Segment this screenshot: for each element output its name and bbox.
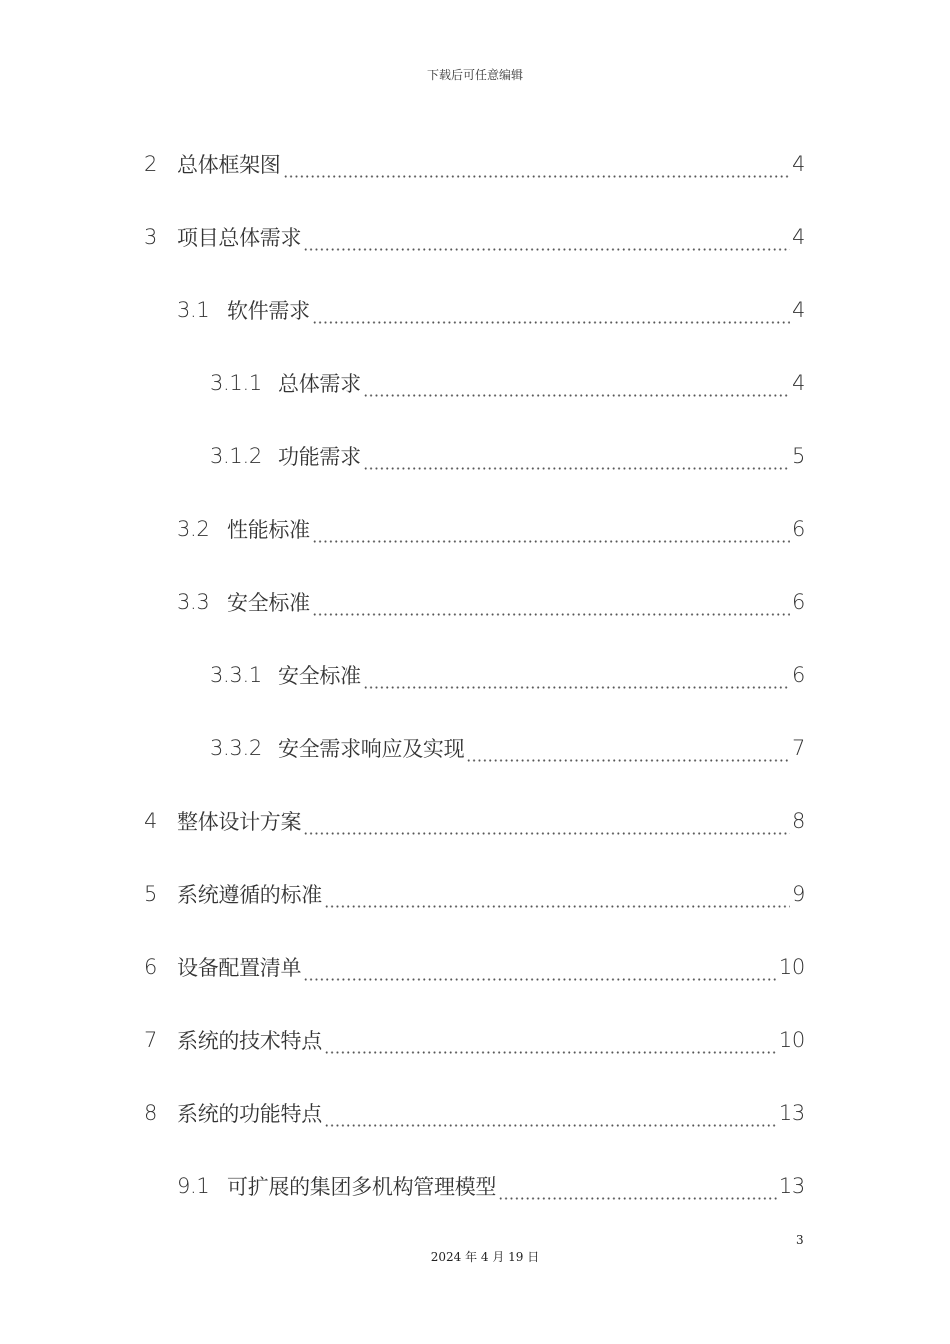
toc-entry-page: 10 xyxy=(778,1027,805,1052)
page-number: 3 xyxy=(796,1233,804,1247)
toc-entry-title: 软件需求 xyxy=(227,298,310,323)
toc-entry-number: 3.3.2 xyxy=(210,735,262,760)
toc-dot-leader xyxy=(303,814,790,835)
toc-entry-number: 3.3 xyxy=(177,589,210,614)
toc-entry-title: 系统的技术特点 xyxy=(177,1028,322,1053)
toc-dot-leader xyxy=(303,960,777,981)
toc-dot-leader xyxy=(303,230,790,251)
toc-entry-number: 4 xyxy=(144,808,158,833)
toc-dot-leader xyxy=(283,157,790,178)
toc-dot-leader xyxy=(498,1179,777,1200)
toc-entry-title: 安全需求响应及实现 xyxy=(278,736,465,761)
toc-dot-leader xyxy=(324,887,790,908)
toc-entry-title: 性能标准 xyxy=(227,517,310,542)
toc-entry-title: 整体设计方案 xyxy=(177,809,302,834)
toc-entry-number: 5 xyxy=(144,881,158,906)
toc-entry-title: 设备配置清单 xyxy=(177,955,302,980)
toc-dot-leader xyxy=(312,595,790,616)
table-of-contents xyxy=(0,127,950,1222)
toc-entry[interactable] xyxy=(0,273,950,346)
toc-entry-number: 3.1 xyxy=(177,297,210,322)
toc-dot-leader xyxy=(466,741,790,762)
toc-entry[interactable] xyxy=(0,711,950,784)
toc-entry-page: 5 xyxy=(791,443,805,468)
toc-entry-page: 13 xyxy=(778,1100,805,1125)
toc-dot-leader xyxy=(363,668,790,689)
toc-dot-leader xyxy=(363,376,790,397)
toc-entry-page: 4 xyxy=(791,297,805,322)
toc-entry[interactable] xyxy=(0,1076,950,1149)
toc-entry-number: 3 xyxy=(144,224,158,249)
toc-dot-leader xyxy=(312,303,790,324)
toc-entry[interactable] xyxy=(0,784,950,857)
toc-entry-page: 6 xyxy=(791,516,805,541)
toc-entry-title: 总体框架图 xyxy=(177,152,281,177)
toc-entry-page: 6 xyxy=(791,589,805,614)
toc-dot-leader xyxy=(363,449,790,470)
toc-entry-page: 4 xyxy=(791,151,805,176)
toc-entry-page: 13 xyxy=(778,1173,805,1198)
toc-entry[interactable] xyxy=(0,930,950,1003)
toc-entry-title: 可扩展的集团多机构管理模型 xyxy=(227,1174,497,1199)
toc-entry[interactable] xyxy=(0,1003,950,1076)
page-header: 下载后可任意编辑 xyxy=(426,68,523,82)
toc-entry-page: 4 xyxy=(791,224,805,249)
toc-entry-page: 10 xyxy=(778,954,805,979)
toc-entry-number: 7 xyxy=(144,1027,158,1052)
toc-entry[interactable] xyxy=(0,127,950,200)
toc-entry-number: 3.2 xyxy=(177,516,210,541)
toc-entry-title: 安全标准 xyxy=(278,663,361,688)
toc-entry-page: 4 xyxy=(791,370,805,395)
toc-entry[interactable] xyxy=(0,857,950,930)
toc-entry-title: 系统的功能特点 xyxy=(177,1101,322,1126)
toc-dot-leader xyxy=(324,1106,777,1127)
toc-dot-leader xyxy=(324,1033,777,1054)
toc-entry-title: 项目总体需求 xyxy=(177,225,302,250)
toc-entry[interactable] xyxy=(0,492,950,565)
toc-entry[interactable] xyxy=(0,346,950,419)
toc-entry[interactable] xyxy=(0,638,950,711)
toc-entry-number: 3.1.1 xyxy=(210,370,262,395)
footer-date: 2024 年 4 月 19 日 xyxy=(430,1250,540,1264)
toc-entry[interactable] xyxy=(0,419,950,492)
toc-entry-title: 总体需求 xyxy=(278,371,361,396)
toc-entry-number: 9.1 xyxy=(177,1173,210,1198)
toc-entry-number: 2 xyxy=(144,151,158,176)
toc-entry[interactable] xyxy=(0,200,950,273)
toc-entry-title: 安全标准 xyxy=(227,590,310,615)
toc-entry-number: 8 xyxy=(144,1100,158,1125)
toc-entry-title: 功能需求 xyxy=(278,444,361,469)
toc-entry[interactable] xyxy=(0,565,950,638)
toc-entry-page: 6 xyxy=(791,662,805,687)
toc-entry-number: 3.1.2 xyxy=(210,443,262,468)
toc-entry-number: 3.3.1 xyxy=(210,662,262,687)
toc-entry-title: 系统遵循的标准 xyxy=(177,882,322,907)
toc-dot-leader xyxy=(312,522,790,543)
toc-entry[interactable] xyxy=(0,1149,950,1222)
toc-entry-page: 8 xyxy=(791,808,805,833)
toc-entry-page: 7 xyxy=(791,735,805,760)
toc-entry-page: 9 xyxy=(791,881,805,906)
toc-entry-number: 6 xyxy=(144,954,158,979)
